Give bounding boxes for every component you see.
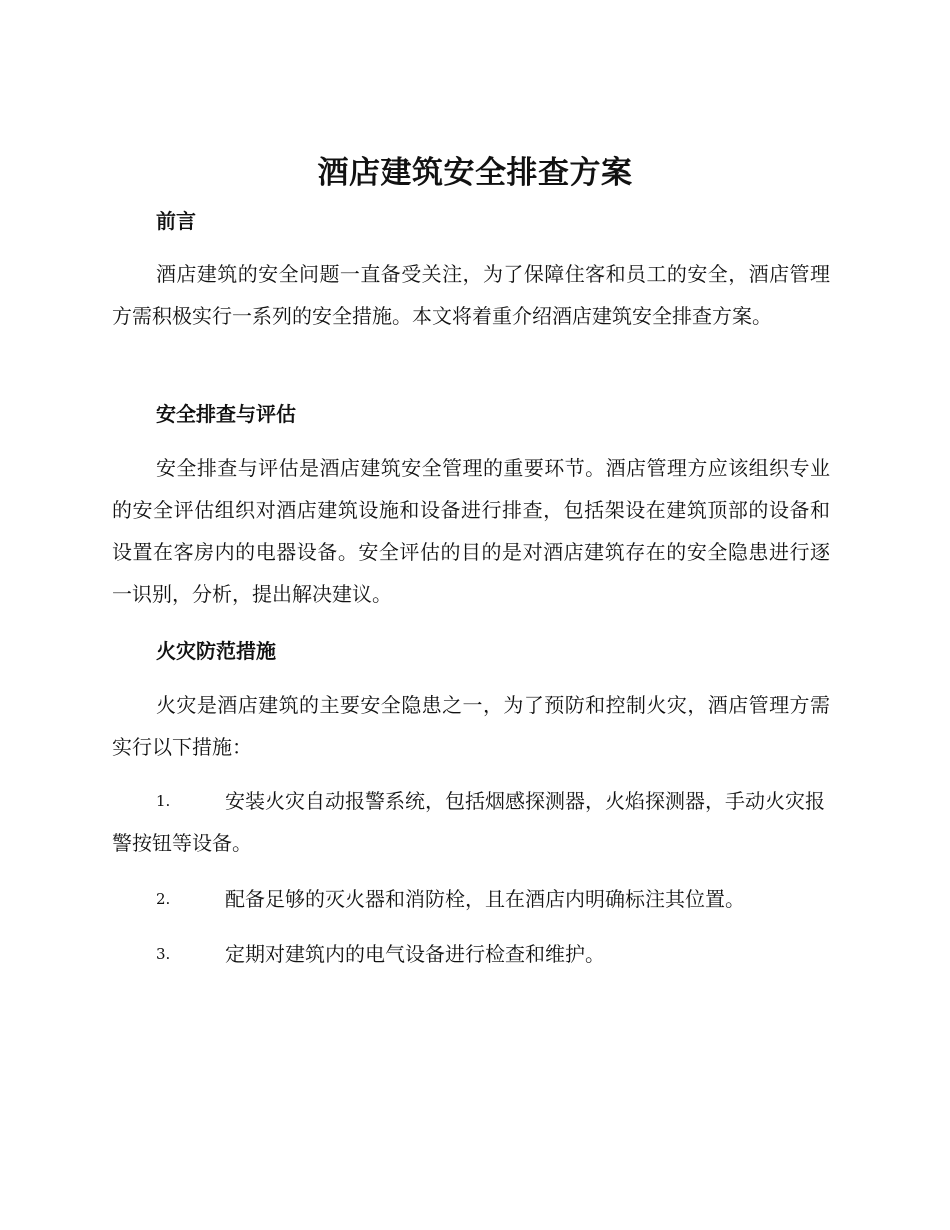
preface-paragraph: 酒店建筑的安全问题一直备受关注，为了保障住客和员工的安全，酒店管理方需积极实行一系列的安全措施。本文将着重介绍酒店建筑安全排查方案。 bbox=[112, 262, 830, 328]
section-heading-preface: 前言 bbox=[156, 209, 196, 233]
list-item-text: 定期对建筑内的电气设备进行检查和维护。 bbox=[225, 942, 605, 966]
section-heading-inspection: 安全排查与评估 bbox=[156, 402, 296, 426]
section-heading-fire-prevention: 火灾防范措施 bbox=[156, 639, 276, 663]
list-item-number: 1. bbox=[156, 792, 171, 810]
list-item bbox=[112, 780, 830, 864]
document-title: 酒店建筑安全排查方案 bbox=[317, 155, 633, 191]
fire-prevention-paragraph: 火灾是酒店建筑的主要安全隐患之一，为了预防和控制火灾，酒店管理方需实行以下措施： bbox=[112, 693, 830, 759]
list-item bbox=[112, 878, 830, 920]
list-item-text: 安装火灾自动报警系统，包括烟感探测器，火焰探测器，手动火灾报警按钮等设备。 bbox=[112, 789, 825, 855]
list-item-number: 3. bbox=[156, 945, 171, 963]
inspection-paragraph: 安全排查与评估是酒店建筑安全管理的重要环节。酒店管理方应该组织专业的安全评估组织对酒店建筑设施和设备进行排查，包括架设在建筑顶部的设备和设置在客房内的电器设备。安全评估的目的是对酒店建筑存在的安全隐患进行逐一识别，分析，提出解决建议。 bbox=[112, 456, 830, 606]
list-item-number: 2. bbox=[156, 890, 171, 908]
list-item-text: 配备足够的灭火器和消防栓，且在酒店内明确标注其位置。 bbox=[225, 887, 745, 911]
list-item bbox=[112, 933, 830, 975]
